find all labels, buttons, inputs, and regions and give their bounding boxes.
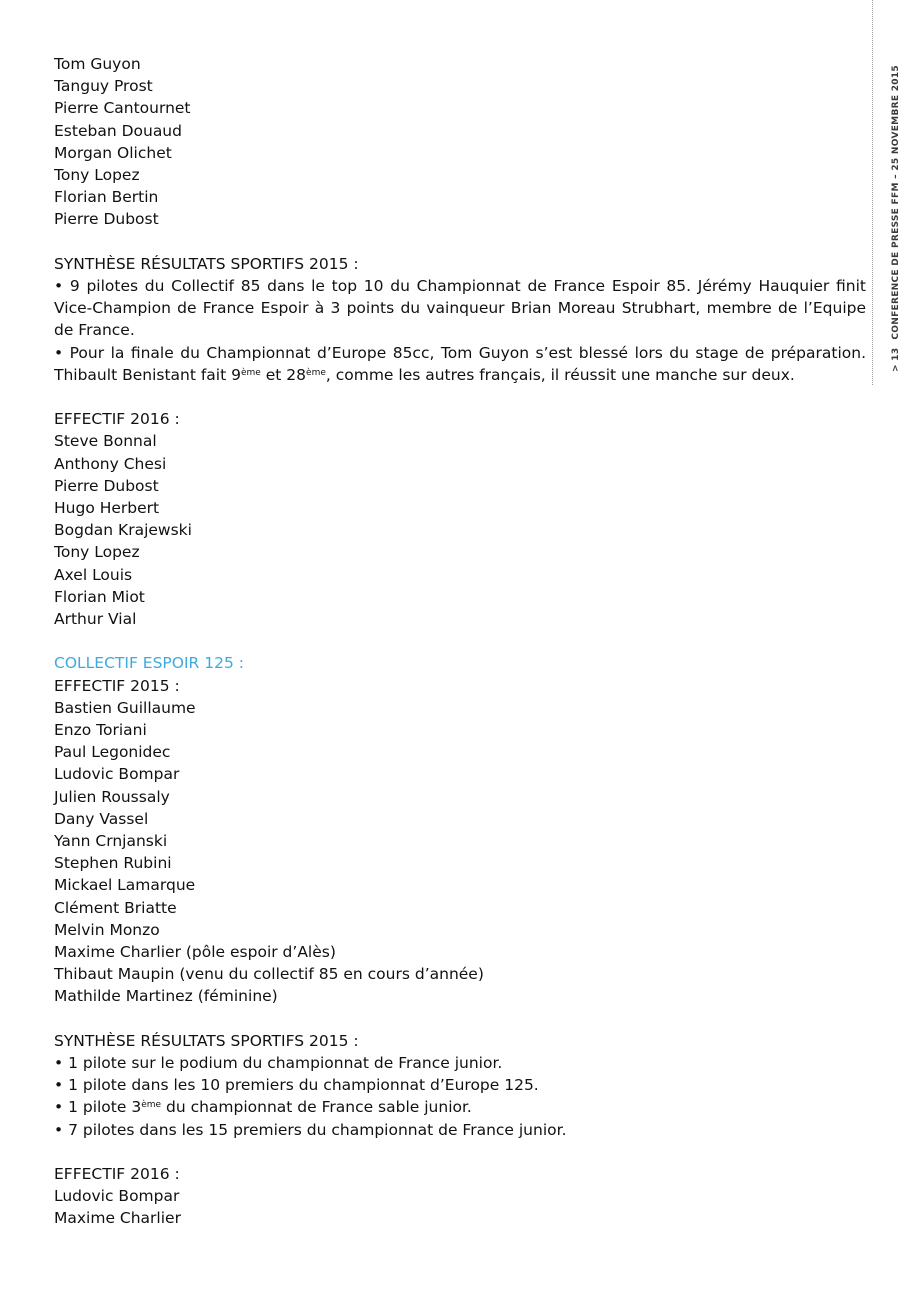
list-item: Melvin Monzo bbox=[54, 920, 160, 939]
list-item: Pierre Cantournet bbox=[54, 99, 191, 118]
summary-paragraph: • 9 pilotes du Collectif 85 dans le top 10 du Championnat de France Espoir 85. Jérémy Hauquier finit Vice-Champion de France Espoir à 3 points du vainqueur Brian Moreau Strubhart, membre de l’Equipe de France. bbox=[54, 277, 866, 340]
section-heading: SYNTHÈSE RÉSULTATS SPORTIFS 2015 : bbox=[54, 1031, 359, 1050]
results-summary-85 bbox=[54, 253, 866, 386]
section-title: COLLECTIF ESPOIR 125 : bbox=[54, 654, 244, 673]
section-heading: EFFECTIF 2015 : bbox=[54, 676, 180, 695]
list-item: Paul Legonidec bbox=[54, 743, 171, 762]
list-item: Mickael Lamarque bbox=[54, 876, 196, 895]
ordinal-superscript: ème bbox=[306, 367, 326, 378]
list-item: Clément Briatte bbox=[54, 898, 177, 917]
roster-2015-85-list bbox=[54, 53, 866, 231]
list-item: Maxime Charlier bbox=[54, 1209, 181, 1228]
list-item: Enzo Toriani bbox=[54, 721, 147, 740]
list-item: Dany Vassel bbox=[54, 809, 149, 828]
list-item: Florian Bertin bbox=[54, 188, 159, 207]
bullet-item: • 1 pilote 3ème du championnat de France sable junior. bbox=[54, 1098, 472, 1117]
summary-paragraph: • Pour la finale du Championnat d’Europe 85cc, Tom Guyon s’est blessé lors du stage de préparation. Thibault Benistant fait 9ème et 28ème, comme les autres français, il réussit une manche sur deux. bbox=[54, 343, 866, 384]
list-item: Axel Louis bbox=[54, 565, 133, 584]
roster-2016-85 bbox=[54, 408, 866, 630]
list-item: Tony Lopez bbox=[54, 543, 140, 562]
page-content bbox=[54, 53, 866, 1230]
running-header bbox=[891, 65, 901, 372]
list-item: Tony Lopez bbox=[54, 166, 140, 185]
list-item: Julien Roussaly bbox=[54, 787, 170, 806]
list-item: Steve Bonnal bbox=[54, 432, 157, 451]
list-item: Ludovic Bompar bbox=[54, 765, 180, 784]
list-item: Bastien Guillaume bbox=[54, 698, 196, 717]
section-heading: SYNTHÈSE RÉSULTATS SPORTIFS 2015 : bbox=[54, 254, 359, 273]
collectif-125-section bbox=[54, 652, 866, 1229]
list-item: Yann Crnjanski bbox=[54, 832, 168, 851]
side-divider bbox=[872, 0, 873, 385]
section-heading: EFFECTIF 2016 : bbox=[54, 410, 180, 429]
list-item: Arthur Vial bbox=[54, 610, 137, 629]
list-item: Hugo Herbert bbox=[54, 499, 160, 518]
ordinal-superscript: ème bbox=[240, 367, 261, 378]
running-header-text: CONFERENCE DE PRESSE FFM – 25 NOVEMBRE 2015 bbox=[891, 65, 901, 340]
list-item: Thibaut Maupin (venu du collectif 85 en cours d’année) bbox=[54, 965, 484, 984]
list-item: Pierre Dubost bbox=[54, 476, 159, 495]
list-item: Anthony Chesi bbox=[54, 454, 167, 473]
bullet-item: • 1 pilote sur le podium du championnat de France junior. bbox=[54, 1054, 503, 1073]
list-item: Maxime Charlier (pôle espoir d’Alès) bbox=[54, 943, 336, 962]
list-item: Bogdan Krajewski bbox=[54, 521, 192, 540]
section-heading: EFFECTIF 2016 : bbox=[54, 1165, 180, 1184]
list-item: Ludovic Bompar bbox=[54, 1187, 180, 1206]
list-item: Morgan Olichet bbox=[54, 143, 172, 162]
list-item: Pierre Dubost bbox=[54, 210, 159, 229]
page-number: > 13 bbox=[891, 347, 901, 372]
bullet-item: • 1 pilote dans les 10 premiers du championnat d’Europe 125. bbox=[54, 1076, 539, 1095]
list-item: Tanguy Prost bbox=[54, 77, 153, 96]
list-item: Stephen Rubini bbox=[54, 854, 172, 873]
list-item: Florian Miot bbox=[54, 587, 145, 606]
list-item: Esteban Douaud bbox=[54, 121, 182, 140]
list-item: Tom Guyon bbox=[54, 55, 141, 73]
ordinal-superscript: ème bbox=[141, 1100, 162, 1111]
list-item: Mathilde Martinez (féminine) bbox=[54, 987, 278, 1006]
bullet-item: • 7 pilotes dans les 15 premiers du championnat de France junior. bbox=[54, 1120, 567, 1139]
